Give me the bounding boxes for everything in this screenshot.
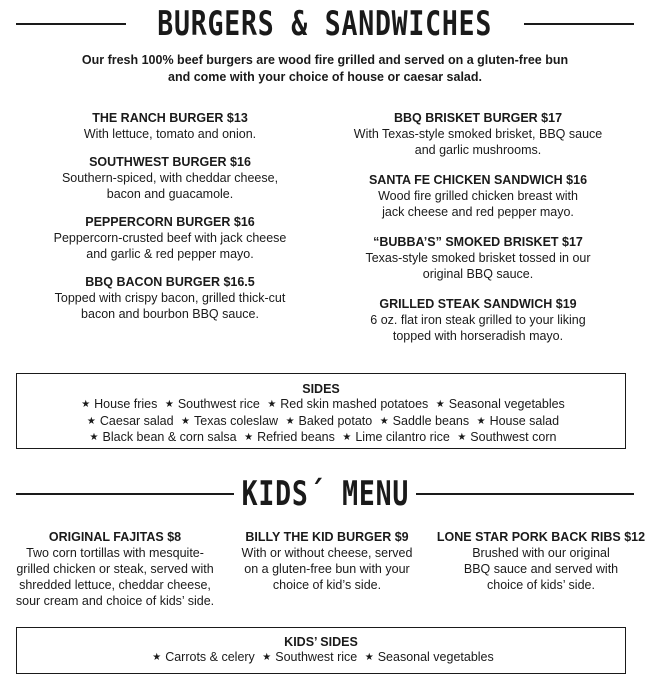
star-icon: ★ xyxy=(89,432,99,443)
item-desc: With lettuce, tomato and onion. xyxy=(83,127,257,141)
kids-sides-box xyxy=(16,627,626,674)
item-name: THE RANCH BURGER $13 xyxy=(92,111,248,125)
item-desc: and garlic mushrooms. xyxy=(414,143,542,157)
header-rule-right xyxy=(524,23,634,25)
sides-row xyxy=(17,397,625,414)
burgers-left-column xyxy=(20,110,320,332)
side-item: Southwest rice xyxy=(177,397,260,411)
side-item: Caesar salad xyxy=(99,413,174,428)
menu-item xyxy=(20,274,320,322)
star-icon: ★ xyxy=(476,415,486,427)
item-desc: Southern-spiced, with cheddar cheese, xyxy=(61,171,279,185)
item-desc: Brushed with our original xyxy=(472,546,610,560)
item-desc: on a gluten-free bun with your xyxy=(244,562,410,576)
menu-item xyxy=(328,296,628,344)
header-rule-right xyxy=(416,493,634,495)
header-rule-left xyxy=(16,493,234,495)
item-desc: grilled chicken or steak, served with xyxy=(16,562,214,576)
menu-item xyxy=(20,214,320,262)
star-icon: ★ xyxy=(244,432,254,443)
star-icon: ★ xyxy=(379,415,389,427)
burgers-right-column xyxy=(328,110,628,354)
kids-sides-row xyxy=(17,650,625,667)
item-name: BBQ BRISKET BURGER $17 xyxy=(393,111,563,125)
kids-item xyxy=(222,529,432,603)
item-name: “BUBBA’S” SMOKED BRISKET $17 xyxy=(373,235,583,249)
side-item: Red skin mashed potatoes xyxy=(280,397,429,411)
item-desc: Wood fire grilled chicken breast with xyxy=(378,189,578,203)
item-desc: sour cream and choice of kids’ side. xyxy=(15,594,215,608)
side-item: Carrots & celery xyxy=(165,650,255,664)
side-item: Southwest corn xyxy=(470,430,557,444)
item-name: BILLY THE KID BURGER $9 xyxy=(245,530,409,544)
star-icon: ★ xyxy=(181,415,190,427)
star-icon: ★ xyxy=(435,399,445,410)
item-name: ORIGINAL FAJITAS $8 xyxy=(48,530,182,544)
menu-item xyxy=(222,529,432,593)
side-item: Black bean & corn salsa xyxy=(102,430,237,444)
star-icon: ★ xyxy=(81,399,91,410)
star-icon: ★ xyxy=(152,652,162,663)
item-desc: With or without cheese, served xyxy=(241,546,413,560)
burgers-header xyxy=(0,2,650,46)
side-item: House salad xyxy=(489,413,560,428)
menu-item xyxy=(436,529,646,593)
intro-line-2: and come with your choice of house or caesar salad. xyxy=(168,70,482,84)
side-item: Seasonal vegetables xyxy=(448,397,565,411)
header-rule-left xyxy=(16,23,126,25)
sides-box xyxy=(16,373,626,449)
star-icon: ★ xyxy=(457,432,467,443)
item-name: SOUTHWEST BURGER $16 xyxy=(89,155,251,169)
item-desc: and garlic & red pepper mayo. xyxy=(86,247,254,261)
item-desc: original BBQ sauce. xyxy=(422,267,534,281)
kids-sides-title: KIDS’ SIDES xyxy=(284,635,358,649)
item-desc: bacon and bourbon BBQ sauce. xyxy=(81,307,259,321)
menu-item xyxy=(20,110,320,142)
side-item: Southwest rice xyxy=(275,650,358,664)
item-desc: bacon and guacamole. xyxy=(106,187,234,201)
menu-item xyxy=(328,110,628,158)
star-icon: ★ xyxy=(267,399,277,410)
side-item: Baked potato xyxy=(298,413,373,428)
item-desc: shredded lettuce, cheddar cheese, xyxy=(19,578,211,592)
star-icon: ★ xyxy=(164,399,174,410)
star-icon: ★ xyxy=(364,652,374,663)
kids-item xyxy=(10,529,220,619)
item-desc: choice of kid’s side. xyxy=(272,578,382,592)
item-name: PEPPERCORN BURGER $16 xyxy=(85,215,255,229)
menu-item xyxy=(20,154,320,202)
star-icon: ★ xyxy=(262,652,272,663)
side-item: Seasonal vegetables xyxy=(377,650,494,664)
item-name: SANTA FE CHICKEN SANDWICH $16 xyxy=(368,173,588,187)
kids-header xyxy=(0,472,650,516)
item-desc: Peppercorn-crusted beef with jack cheese xyxy=(53,231,287,245)
kids-title: KIDS´ MENU xyxy=(241,474,409,514)
item-desc: With Texas-style smoked brisket, BBQ sauce xyxy=(353,127,603,141)
star-icon: ★ xyxy=(342,432,352,443)
item-name: LONE STAR PORK BACK RIBS $12 xyxy=(436,530,646,544)
burgers-title: BURGERS & SANDWICHES xyxy=(157,4,493,44)
star-icon: ★ xyxy=(285,415,295,427)
item-desc: choice of kids’ side. xyxy=(487,578,595,592)
star-icon: ★ xyxy=(86,415,96,427)
burgers-intro xyxy=(60,52,590,86)
item-desc: topped with horseradish mayo. xyxy=(392,329,564,343)
menu-item xyxy=(328,172,628,220)
side-item: Lime cilantro rice xyxy=(355,430,450,444)
sides-row xyxy=(17,414,625,431)
side-item: Texas coleslaw xyxy=(194,413,279,428)
item-desc: 6 oz. flat iron steak grilled to your liking xyxy=(370,313,586,327)
side-item: Saddle beans xyxy=(392,413,470,428)
item-name: BBQ BACON BURGER $16.5 xyxy=(85,275,255,289)
menu-item xyxy=(328,234,628,282)
side-item: Refried beans xyxy=(257,430,335,444)
item-name: GRILLED STEAK SANDWICH $19 xyxy=(379,297,577,311)
item-desc: Topped with crispy bacon, grilled thick-cut xyxy=(54,291,286,305)
sides-title: SIDES xyxy=(302,382,340,396)
side-item: House fries xyxy=(94,397,158,411)
item-desc: BBQ sauce and served with xyxy=(463,562,619,576)
kids-item xyxy=(436,529,646,603)
intro-line-1: Our fresh 100% beef burgers are wood fire grilled and served on a gluten-free bun xyxy=(81,53,569,67)
menu-item xyxy=(10,529,220,609)
item-desc: jack cheese and red pepper mayo. xyxy=(382,205,574,219)
item-desc: Two corn tortillas with mesquite- xyxy=(26,546,204,560)
item-desc: Texas-style smoked brisket tossed in our xyxy=(365,251,591,265)
sides-row xyxy=(17,430,625,447)
